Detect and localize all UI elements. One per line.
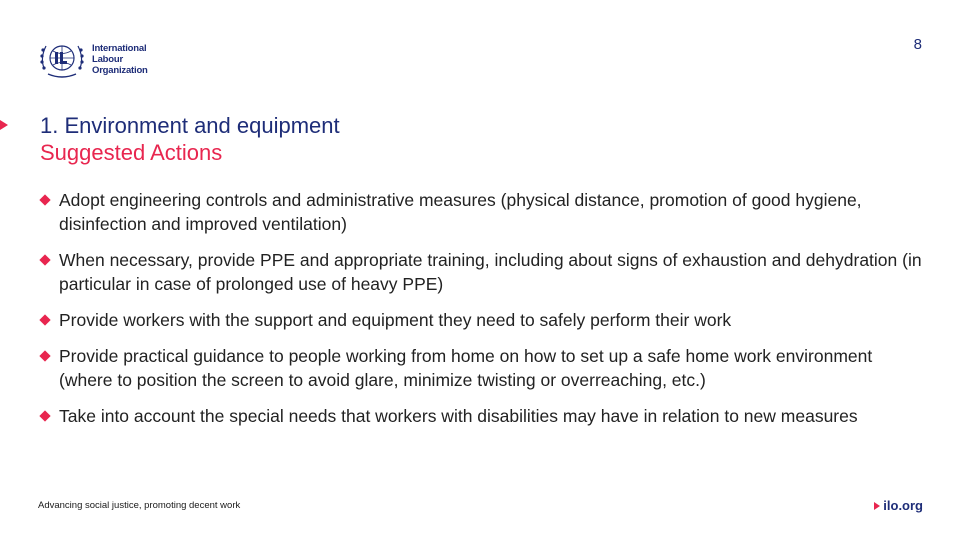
section-marker-icon bbox=[0, 120, 8, 130]
bullet-text: When necessary, provide PPE and appropriate training, including about signs of exhaustion and dehydration (in particular in case of prolonged use of heavy PPE) bbox=[59, 250, 922, 294]
bullet-item bbox=[38, 308, 928, 332]
website-link[interactable] bbox=[874, 498, 923, 513]
bullet-text: Adopt engineering controls and administrative measures (physical distance, promotion of good hygiene, disinfection and improved ventilation) bbox=[59, 190, 862, 234]
logo-line: International bbox=[92, 42, 147, 54]
ilo-logo bbox=[38, 38, 148, 80]
diamond-bullet-icon bbox=[39, 254, 50, 265]
diamond-bullet-icon bbox=[39, 410, 50, 421]
slide-subtitle: Suggested Actions bbox=[40, 140, 223, 165]
logo-line: Labour bbox=[92, 53, 123, 65]
slide-title: 1. Environment and equipment bbox=[40, 113, 340, 138]
bullet-text: Provide workers with the support and equipment they need to safely perform their work bbox=[59, 310, 732, 330]
diamond-bullet-icon bbox=[39, 194, 50, 205]
ilo-wordmark bbox=[92, 43, 148, 76]
bullet-list bbox=[38, 188, 928, 428]
bullet-item bbox=[38, 404, 928, 428]
arrow-right-icon bbox=[874, 502, 880, 510]
footer-tagline: Advancing social justice, promoting decent work bbox=[38, 500, 241, 511]
page-number: 8 bbox=[913, 36, 922, 53]
bullet-text: Take into account the special needs that workers with disabilities may have in relation to new measures bbox=[59, 406, 858, 426]
website-link-text[interactable]: ilo.org bbox=[883, 498, 923, 513]
diamond-bullet-icon bbox=[39, 350, 50, 361]
bullet-item bbox=[38, 344, 928, 392]
logo-line: Organization bbox=[92, 64, 148, 76]
ilo-emblem-icon bbox=[38, 38, 86, 80]
bullet-item bbox=[38, 188, 928, 236]
diamond-bullet-icon bbox=[39, 314, 50, 325]
bullet-text: Provide practical guidance to people working from home on how to set up a safe home work environment (where to position the screen to avoid glare, minimize twisting or overreaching, etc.) bbox=[59, 346, 873, 390]
bullet-item bbox=[38, 248, 928, 296]
